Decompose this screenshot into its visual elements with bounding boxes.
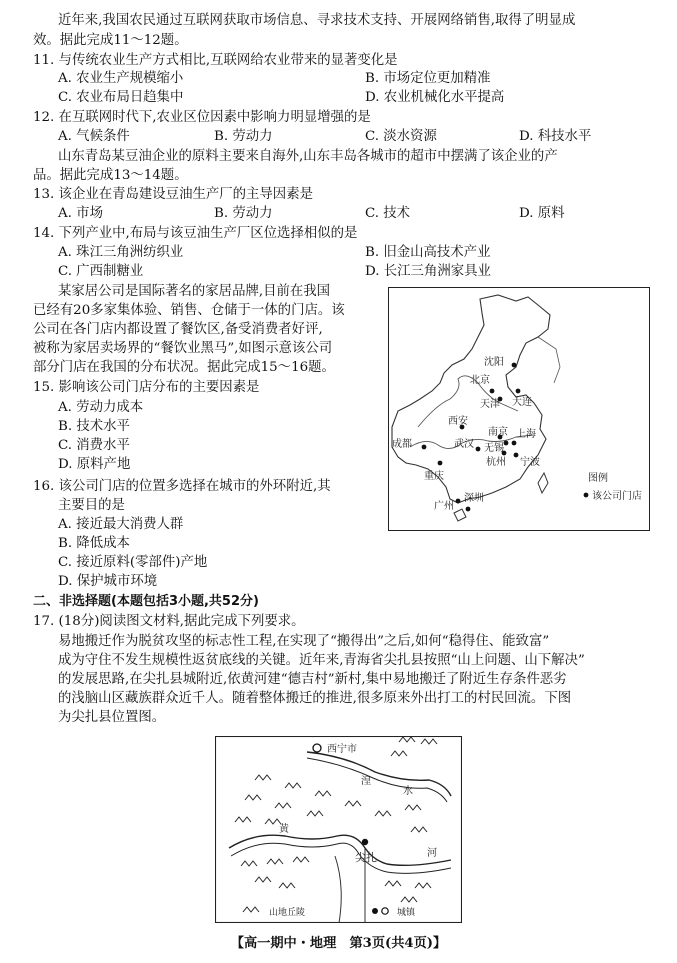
city-label-nanjing: 南京 [488, 427, 508, 438]
city-label-chengdu: 成都 [392, 439, 412, 450]
city-label-shenyang: 沈阳 [484, 357, 504, 368]
q13-stem: 13. 该企业在青岛建设豆油生产厂的主导因素是 [33, 187, 313, 202]
intro1-line2: 效。据此完成11～12题。 [33, 33, 188, 48]
jianzha-town-marker [362, 839, 368, 845]
q15-option-b: B. 技术水平 [58, 419, 130, 434]
city-label-dalian: 大连 [512, 397, 532, 408]
city-dot-wuhan [476, 447, 481, 452]
intro3-line3: 公司在各门店内都设置了餐饮区,备受消费者好评, [33, 322, 323, 337]
label-xining: 西宁市 [327, 744, 357, 755]
legend-town-dot [372, 908, 378, 914]
intro3-line2: 已经有20多家集体验、销售、仓储于一体的门店。该 [33, 303, 345, 318]
q11-option-b: B. 市场定位更加精准 [365, 71, 491, 86]
china-store-map [388, 287, 650, 531]
q15-option-c: C. 消费水平 [58, 438, 130, 453]
city-label-shanghai: 上海 [516, 429, 536, 440]
intro1-line1: 近年来,我国农民通过互联网获取市场信息、寻求技术支持、开展网络销售,取得了明显成 [58, 13, 576, 28]
label-jianzha: 尖扎 [355, 851, 377, 864]
q17-stem: 17. (18分)阅读图文材料,据此完成下列要求。 [33, 614, 305, 629]
q12-option-b: B. 劳动力 [214, 129, 273, 144]
q14-stem: 14. 下列产业中,布局与该豆油生产厂区位选择相似的是 [33, 226, 358, 241]
label-huang-he-2: 河 [427, 848, 437, 859]
q12-stem: 12. 在互联网时代下,农业区位因素中影响力明显增强的是 [33, 110, 371, 125]
q12-option-d: D. 科技水平 [519, 129, 592, 144]
q16-option-d: D. 保护城市环境 [58, 574, 158, 589]
city-label-tianjin: 天津 [480, 399, 500, 410]
city-label-xian: 西安 [448, 416, 468, 427]
intro2-line1: 山东青岛某豆油企业的原料主要来自海外,山东丰岛各城市的超市中摆满了该企业的产 [58, 149, 558, 164]
city-dot-ningbo [514, 453, 519, 458]
city-dot-beijing [490, 389, 495, 394]
q16-option-c: C. 接近原料(零部件)产地 [58, 555, 208, 570]
q11-option-a: A. 农业生产规模缩小 [58, 71, 184, 86]
city-dot-chongqing [438, 461, 443, 466]
city-label-shenzhen: 深圳 [464, 493, 484, 504]
label-huang-shui-2: 水 [403, 786, 413, 797]
china-map-legend-item: 该公司门店 [592, 491, 642, 502]
q17-para-line2: 成为守住不发生规模性返贫底线的关键。近年来,青海省尖扎县按照“山上问题、山下解决” [58, 653, 585, 668]
city-dot-chengdu [422, 445, 427, 450]
legend-town-label: 城镇 [397, 908, 416, 918]
intro3-line5: 部分门店在我国的分布状况。据此完成15～16题。 [33, 360, 335, 375]
q17-para-line1: 易地搬迁作为脱贫攻坚的标志性工程,在实现了“搬得出”之后,如何“稳得住、能致富” [58, 634, 550, 649]
q13-option-a: A. 市场 [58, 206, 103, 221]
q14-option-d: D. 长江三角洲家具业 [365, 264, 491, 279]
q17-para-line3: 的发展思路,在尖扎县城附近,依黄河建“德吉村”新村,集中易地搬迁了附近生存条件恶劣 [58, 672, 567, 687]
q11-stem: 11. 与传统农业生产方式相比,互联网给农业带来的显著变化是 [33, 53, 398, 68]
city-dot-guangzhou [456, 499, 461, 504]
intro3-line1: 某家居公司是国际著名的家居品牌,目前在我国 [58, 284, 331, 299]
city-dot-shenyang [512, 363, 517, 368]
q13-option-c: C. 技术 [365, 206, 411, 221]
q13-option-d: D. 原料 [519, 206, 565, 221]
label-huang-shui-1: 湟 [361, 776, 371, 787]
q16-stem-line1: 16. 该公司门店的位置多选择在城市的外环附近,其 [33, 479, 331, 494]
legend-city-circle [382, 908, 388, 914]
section-2-heading: 二、非选择题(本题包括3小题,共52分) [33, 594, 259, 609]
city-label-wuhan: 武汉 [454, 439, 474, 450]
page-footer: 【高一期中・地理 第3页(共4页)】 [230, 936, 447, 951]
q14-option-c: C. 广西制糖业 [58, 264, 144, 279]
city-label-ningbo: 宁波 [520, 457, 540, 468]
city-dot-shanghai [512, 441, 517, 446]
city-dot-dalian [516, 389, 521, 394]
q15-option-a: A. 劳动力成本 [58, 400, 144, 415]
intro2-line2: 品。据此完成13～14题。 [33, 168, 188, 183]
city-label-beijing: 北京 [470, 375, 490, 386]
q11-option-d: D. 农业机械化水平提高 [365, 90, 505, 105]
china-map-legend-title: 图例 [588, 473, 608, 484]
q15-option-d: D. 原料产地 [58, 457, 131, 472]
q12-option-a: A. 气候条件 [58, 129, 130, 144]
legend-store-dot [584, 493, 589, 498]
q15-stem: 15. 影响该公司门店分布的主要因素是 [33, 380, 260, 395]
q16-option-b: B. 降低成本 [58, 536, 130, 551]
q14-option-a: A. 珠江三角洲纺织业 [58, 245, 184, 260]
city-dot-wuxi [504, 441, 509, 446]
q12-option-c: C. 淡水资源 [365, 129, 437, 144]
label-huang-he-1: 黄 [279, 824, 289, 835]
q16-option-a: A. 接近最大消费人群 [58, 517, 184, 532]
q14-option-b: B. 旧金山高技术产业 [365, 245, 491, 260]
intro3-line4: 被称为家居卖场界的“餐饮业黑马”,如图示意该公司 [33, 341, 333, 356]
legend-mountain-label: 山地丘陵 [269, 908, 306, 918]
city-label-hangzhou: 杭州 [486, 457, 506, 468]
city-dot-shenzhen [466, 507, 471, 512]
q13-option-b: B. 劳动力 [214, 206, 273, 221]
q17-para-line4: 的浅脑山区藏族群众近千人。随着整体搬迁的推进,很多原来外出打工的村民回流。下图 [58, 691, 572, 706]
q16-stem-line2: 主要目的是 [58, 498, 125, 513]
jianzha-location-map [215, 736, 462, 923]
city-label-wuxi: 无锡 [484, 443, 504, 454]
q17-para-line5: 为尖扎县位置图。 [58, 710, 166, 725]
city-label-chongqing: 重庆 [424, 471, 444, 482]
city-label-guangzhou: 广州 [434, 501, 454, 512]
q11-option-c: C. 农业布局日趋集中 [58, 90, 184, 105]
xining-city-marker [313, 744, 321, 752]
